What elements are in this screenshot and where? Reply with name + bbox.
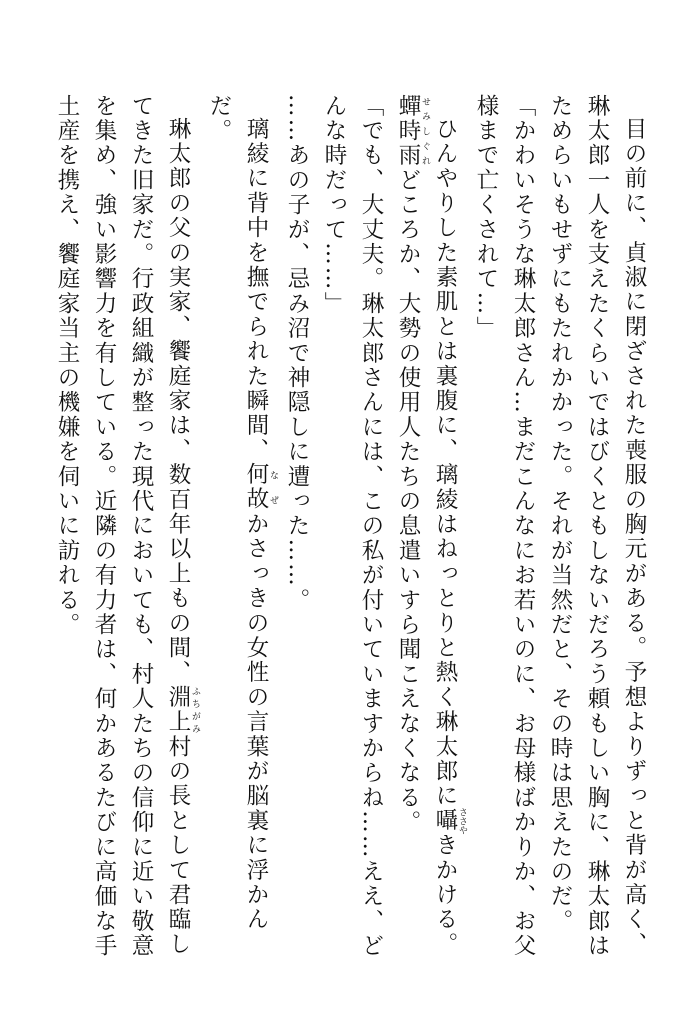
text-run: 目の前に、貞淑に閉ざされた喪服の胸元がある。予想よりずっと背が高く、琳太郎一人を支えたくらいではびくともしないだろう頼もしい胸に、琳太郎はためらいもせずにもたれかかった。それが当然だと、その時は思えたのだ。 [547,94,647,959]
paragraph [467,94,541,974]
text-run: どころか、大勢の使用人たちの息遣いすら聞こえなくなる。 [395,168,421,836]
text-run: 璃綾に背中を撫でられた瞬間、 [243,116,269,463]
ruby-base: 囁 [432,806,458,834]
ruby-reading: なぜ [268,462,278,512]
text-run: かさっきの女性の言葉が脳裏に浮かんだ。 [206,94,269,932]
ruby-base: 蟬時雨 [395,94,421,169]
ruby-annotated-word [243,462,278,512]
ruby-annotated-word [165,684,200,735]
vertical-text-body [48,94,652,974]
ruby-reading: せみしぐれ [420,94,430,169]
ruby-reading: ふちがみ [190,684,200,735]
paragraph [200,94,278,974]
ruby-base: 何故 [243,462,269,512]
paragraph [315,94,389,974]
paragraph [48,94,200,974]
text-run: ひんやりした素肌とは裏腹に、璃綾はねっとりと熱く琳太郎に [432,116,458,809]
text-run: ……あの子が、忌み沼で神隠しに遭った……。 [284,94,310,613]
paragraph [278,94,315,974]
paragraph [541,94,652,974]
ruby-annotated-word [432,806,467,834]
text-run: きかける。 [432,832,458,957]
text-run: 琳太郎の父の実家、饗庭家は、数百年以上もの間、 [165,116,191,685]
text-run: 村の長として君臨してきた旧家だ。行政組織が整った現代においても、村人たちの信仰に近い敬意を集め、強い影響力を有している。近隣の有力者は、何かあるたびに高価な手土産を携え、饗庭家当主の機嫌を伺いに訪れる。 [54,94,191,959]
text-run: 「でも、大丈夫。琳太郎さんには、この私が付いていますからね……ええ、どんな時だって……」 [321,94,384,959]
text-run: 「かわいそうな琳太郎さん…まだこんなにお若いのに、お母様ばかりか、お父様まで亡くされて…」 [473,94,536,959]
ruby-reading: ささや [457,806,467,834]
paragraph [389,94,467,974]
ruby-base: 淵上 [165,684,191,735]
ruby-annotated-word [395,94,430,169]
